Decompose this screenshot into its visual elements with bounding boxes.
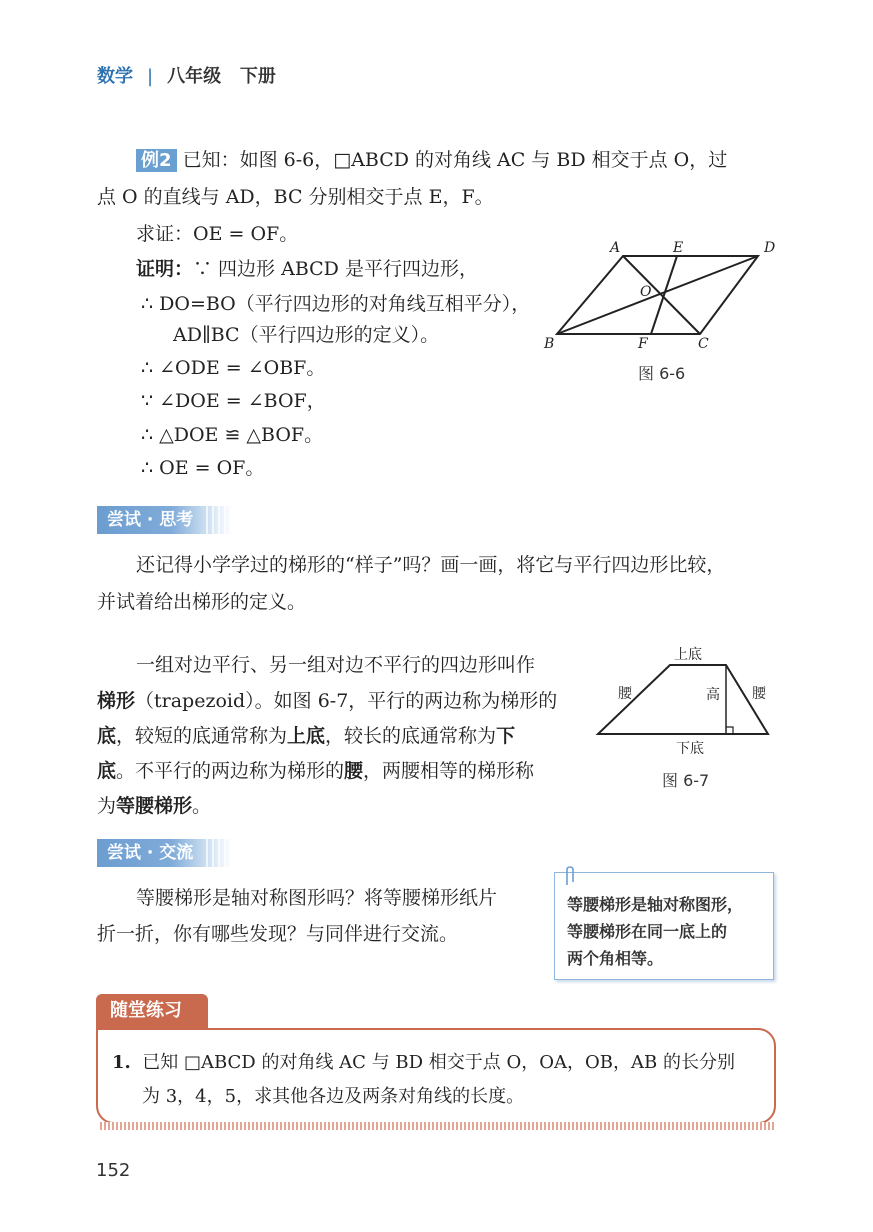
side-note bbox=[554, 872, 774, 980]
term-leg: 腰 bbox=[344, 760, 364, 782]
practice-text-2: 为 3，4，5，求其他各边及两条对角线的长度。 bbox=[142, 1086, 525, 1107]
practice-line1 bbox=[112, 1050, 735, 1076]
label-upper-base: 上底 bbox=[674, 647, 702, 663]
definition-line3-text2: ，较长的底通常称为 bbox=[325, 725, 497, 747]
practice-box bbox=[96, 1028, 776, 1124]
term-trapezoid: 梯形 bbox=[97, 690, 136, 712]
try-discuss-line2: 折一折，你有哪些发现？与同伴进行交流。 bbox=[97, 923, 459, 945]
figure-6-7-trapezoid bbox=[590, 643, 780, 763]
page-header bbox=[97, 62, 276, 88]
definition-line4-text2: ，两腰相等的梯形称 bbox=[363, 760, 535, 782]
label-lower-base: 下底 bbox=[676, 741, 704, 757]
proof-step-5: ∵ ∠DOE = ∠BOF， bbox=[141, 390, 326, 412]
definition-line4-text1: 。不平行的两边称为梯形的 bbox=[116, 760, 345, 782]
definition-line2 bbox=[97, 688, 557, 714]
try-think-banner: 尝试 · 思考 bbox=[97, 506, 232, 534]
label-e: E bbox=[673, 240, 684, 256]
proof-label: 证明： bbox=[136, 258, 194, 280]
example-given-2: 点 O 的直线与 AD，BC 分别相交于点 E，F。 bbox=[97, 186, 494, 208]
practice-tab: 随堂练习 bbox=[96, 994, 208, 1028]
figure-6-6-caption: 图 6-6 bbox=[638, 364, 686, 383]
page-number: 152 bbox=[96, 1160, 131, 1181]
definition-line5-text1: 为 bbox=[97, 795, 117, 817]
proof-line-1 bbox=[136, 256, 478, 282]
proof-step-2: ∴ DO=BO（平行四边形的对角线互相平分）， bbox=[141, 293, 531, 315]
term-isosceles-trapezoid: 等腰梯形 bbox=[116, 795, 193, 817]
label-height: 高 bbox=[706, 687, 720, 703]
definition-line5 bbox=[97, 793, 211, 819]
label-left-leg: 腰 bbox=[618, 686, 632, 702]
term-upper-base: 上底 bbox=[287, 725, 326, 747]
header-grade: 八年级 bbox=[167, 66, 222, 87]
header-volume: 下册 bbox=[239, 66, 276, 87]
right-angle-mark bbox=[726, 727, 733, 734]
header-subject: 数学 bbox=[97, 66, 133, 87]
term-lower-base-1: 下 bbox=[496, 725, 516, 747]
practice-number: 1. bbox=[112, 1052, 131, 1073]
term-lower-base-2: 底 bbox=[97, 760, 117, 782]
definition-line4 bbox=[97, 758, 534, 784]
paperclip-icon bbox=[563, 865, 577, 889]
proof-step-4: ∴ ∠ODE = ∠OBF。 bbox=[141, 357, 326, 379]
definition-line2-text: （trapezoid）。如图 6-7，平行的两边称为梯形的 bbox=[135, 690, 558, 712]
proof-step-3: AD∥BC（平行四边形的定义）。 bbox=[173, 324, 440, 346]
example-goal: 求证：OE = OF。 bbox=[136, 223, 299, 245]
label-b: B bbox=[544, 336, 555, 352]
figure-6-6-parallelogram bbox=[540, 236, 790, 356]
practice-box-shadow bbox=[100, 1122, 776, 1130]
definition-line1: 一组对边平行、另一组对边不平行的四边形叫作 bbox=[136, 654, 536, 676]
side-note-text bbox=[567, 891, 743, 972]
label-a: A bbox=[610, 240, 621, 256]
try-think-line2: 并试着给出梯形的定义。 bbox=[97, 591, 307, 613]
try-discuss-line1: 等腰梯形是轴对称图形吗？将等腰梯形纸片 bbox=[136, 887, 498, 909]
label-d: D bbox=[764, 240, 776, 256]
label-f: F bbox=[638, 336, 648, 352]
side-note-line3: 两个角相等。 bbox=[567, 949, 664, 968]
header-separator: | bbox=[147, 66, 154, 87]
proof-step-7: ∴ OE = OF。 bbox=[141, 457, 265, 479]
label-right-leg: 腰 bbox=[752, 686, 766, 702]
example-line1 bbox=[136, 147, 727, 174]
example-tag: 例2 bbox=[136, 149, 177, 172]
figure-6-7-caption: 图 6-7 bbox=[662, 771, 710, 790]
side-note-line1: 等腰梯形是轴对称图形， bbox=[567, 895, 744, 914]
try-discuss-banner: 尝试 · 交流 bbox=[97, 839, 232, 867]
practice-text-1: 已知 □ABCD 的对角线 AC 与 BD 相交于点 O，OA，OB，AB 的长分别 bbox=[142, 1052, 735, 1073]
definition-line3 bbox=[97, 723, 515, 749]
example-given-1: 已知：如图 6-6，□ABCD 的对角线 AC 与 BD 相交于点 O，过 bbox=[182, 149, 728, 171]
side-note-line2: 等腰梯形在同一底上的 bbox=[567, 922, 728, 941]
definition-line3-text1: ，较短的底通常称为 bbox=[116, 725, 288, 747]
term-base: 底 bbox=[97, 725, 117, 747]
proof-step-6: ∴ △DOE ≌ △BOF。 bbox=[141, 424, 324, 446]
label-o: O bbox=[640, 284, 652, 300]
diagonal-ac bbox=[623, 256, 700, 334]
definition-line5-text2: 。 bbox=[192, 795, 212, 817]
label-c: C bbox=[698, 336, 709, 352]
proof-step-1: ∵ 四边形 ABCD 是平行四边形， bbox=[193, 258, 478, 280]
try-think-line1: 还记得小学学过的梯形的“样子”吗？画一画，将它与平行四边形比较， bbox=[136, 554, 726, 576]
